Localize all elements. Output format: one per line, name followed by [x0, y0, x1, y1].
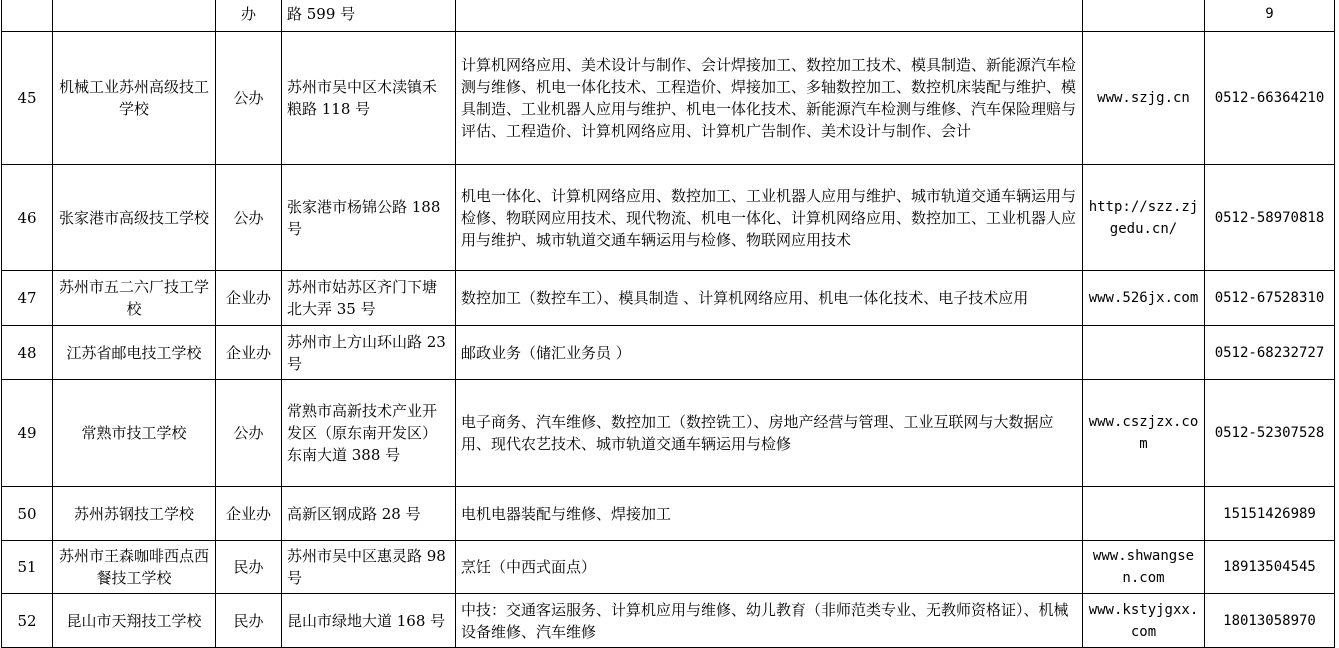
school-address: 路 599 号 — [282, 0, 456, 32]
school-website — [1083, 326, 1205, 380]
school-address: 苏州市上方山环山路 23 号 — [282, 326, 456, 380]
school-address: 昆山市绿地大道 168 号 — [282, 594, 456, 648]
school-table — [1, 0, 1335, 648]
table-row — [2, 487, 1335, 541]
row-number — [2, 0, 53, 32]
school-type: 民办 — [216, 594, 282, 648]
school-name: 苏州市五二六厂技工学校 — [53, 271, 216, 326]
school-type: 企业办 — [216, 326, 282, 380]
school-website: www.szjg.cn — [1083, 32, 1205, 165]
school-majors: 邮政业务（储汇业务员 ） — [456, 326, 1083, 380]
school-website — [1083, 0, 1205, 32]
school-type: 企业办 — [216, 487, 282, 541]
school-name: 常熟市技工学校 — [53, 380, 216, 487]
school-phone: 0512-67528310 — [1205, 271, 1335, 326]
school-website: www.526jx.com — [1083, 271, 1205, 326]
school-name: 苏州苏钢技工学校 — [53, 487, 216, 541]
school-type: 办 — [216, 0, 282, 32]
school-address: 张家港市杨锦公路 188 号 — [282, 165, 456, 271]
school-phone: 0512-52307528 — [1205, 380, 1335, 487]
school-website: www.shwangsen.com — [1083, 541, 1205, 594]
table-row — [2, 594, 1335, 648]
school-website — [1083, 487, 1205, 541]
school-address: 高新区钢成路 28 号 — [282, 487, 456, 541]
school-name: 昆山市天翔技工学校 — [53, 594, 216, 648]
table-row — [2, 0, 1335, 32]
school-type: 公办 — [216, 165, 282, 271]
row-number: 49 — [2, 380, 53, 487]
school-majors: 烹饪（中西式面点） — [456, 541, 1083, 594]
school-type: 民办 — [216, 541, 282, 594]
school-type: 企业办 — [216, 271, 282, 326]
row-number: 52 — [2, 594, 53, 648]
school-website: www.cszjzx.com — [1083, 380, 1205, 487]
table-row — [2, 541, 1335, 594]
table-row — [2, 271, 1335, 326]
school-majors: 电子商务、汽车维修、数控加工（数控铣工）、房地产经营与管理、工业互联网与大数据应用、现代农艺技术、城市轨道交通车辆运用与检修 — [456, 380, 1083, 487]
school-phone: 9 — [1205, 0, 1335, 32]
school-address: 苏州市吴中区木渎镇禾粮路 118 号 — [282, 32, 456, 165]
school-phone: 0512-68232727 — [1205, 326, 1335, 380]
row-number: 50 — [2, 487, 53, 541]
school-phone: 18913504545 — [1205, 541, 1335, 594]
school-name: 江苏省邮电技工学校 — [53, 326, 216, 380]
school-website: www.kstyjgxx.com — [1083, 594, 1205, 648]
row-number: 45 — [2, 32, 53, 165]
school-address: 苏州市吴中区惠灵路 98 号 — [282, 541, 456, 594]
school-phone: 18013058970 — [1205, 594, 1335, 648]
school-address: 常熟市高新技术产业开发区（原东南开发区）东南大道 388 号 — [282, 380, 456, 487]
school-majors: 机电一体化、计算机网络应用、数控加工、工业机器人应用与维护、城市轨道交通车辆运用与检修、物联网应用技术、现代物流、机电一体化、计算机网络应用、数控加工、工业机器人应用与维护、城市轨道交通车辆运用与检修、物联网应用技术 — [456, 165, 1083, 271]
table-row — [2, 380, 1335, 487]
row-number: 48 — [2, 326, 53, 380]
table-row — [2, 326, 1335, 380]
school-website: http://szz.zjgedu.cn/ — [1083, 165, 1205, 271]
school-majors: 计算机网络应用、美术设计与制作、会计焊接加工、数控加工技术、模具制造、新能源汽车检测与维修、机电一体化技术、工程造价、焊接加工、多轴数控加工、数控机床装配与维护、模具制造、工业机器人应用与维护、机电一体化技术、新能源汽车检测与维修、汽车保险理赔与评估、工程造价、计算机网络应用、计算机广告制作、美术设计与制作、会计 — [456, 32, 1083, 165]
school-phone: 0512-66364210 — [1205, 32, 1335, 165]
school-majors: 中技：交通客运服务、计算机应用与维修、幼儿教育（非师范类专业、无教师资格证）、机械设备维修、汽车维修 — [456, 594, 1083, 648]
school-name: 机械工业苏州高级技工学校 — [53, 32, 216, 165]
school-majors: 数控加工（数控车工）、模具制造 、计算机网络应用、机电一体化技术、电子技术应用 — [456, 271, 1083, 326]
school-address: 苏州市姑苏区齐门下塘北大弄 35 号 — [282, 271, 456, 326]
school-name — [53, 0, 216, 32]
school-type: 公办 — [216, 380, 282, 487]
school-majors — [456, 0, 1083, 32]
school-majors: 电机电器装配与维修、焊接加工 — [456, 487, 1083, 541]
school-phone: 0512-58970818 — [1205, 165, 1335, 271]
school-phone: 15151426989 — [1205, 487, 1335, 541]
table-row — [2, 32, 1335, 165]
row-number: 46 — [2, 165, 53, 271]
school-name: 张家港市高级技工学校 — [53, 165, 216, 271]
row-number: 51 — [2, 541, 53, 594]
school-type: 公办 — [216, 32, 282, 165]
row-number: 47 — [2, 271, 53, 326]
table-row — [2, 165, 1335, 271]
school-name: 苏州市王森咖啡西点西餐技工学校 — [53, 541, 216, 594]
